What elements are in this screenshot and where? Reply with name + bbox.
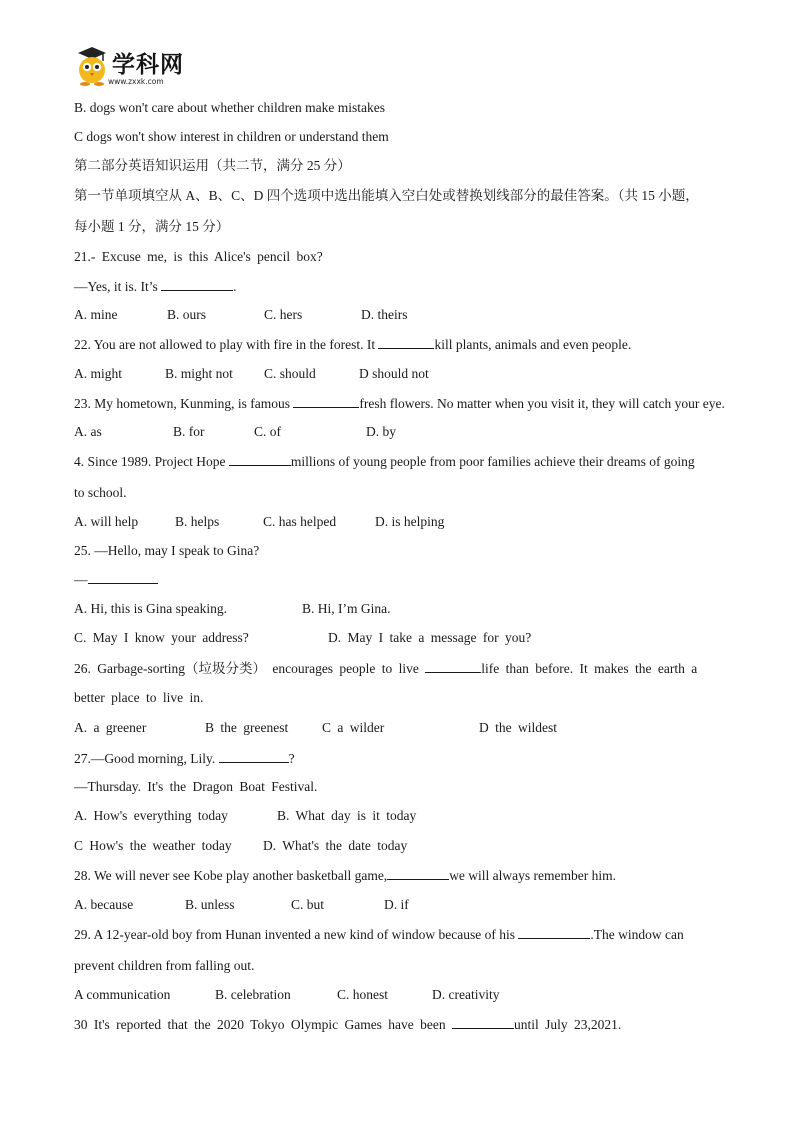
q23-stem-pre: 23. My hometown, Kunming, is famous: [74, 396, 294, 411]
q26-stem: [74, 659, 697, 678]
q20-option-c: C dogs won't show interest in children or understand them: [74, 129, 389, 144]
q24-option-a: A. will help: [74, 514, 139, 529]
q26-stem-pre: 26. Garbage-sorting（垃圾分类） encourages people to live: [74, 661, 426, 676]
q28-option-a: A. because: [74, 897, 134, 912]
q22-stem-pre: 22. You are not allowed to play with fire in the forest. It: [74, 337, 379, 352]
logo-text: 学科网: [112, 52, 184, 78]
q22-option-b: B. might not: [165, 366, 233, 381]
q27-option-b: B. What day is it today: [277, 808, 417, 823]
q29-stem: [74, 925, 684, 944]
q29-option-b: B. celebration: [215, 987, 291, 1002]
q26-option-b: B the greenest: [205, 720, 289, 735]
q27-reply: —Thursday. It's the Dragon Boat Festival.: [74, 779, 318, 794]
q23-option-b: B. for: [173, 424, 205, 439]
q24-blank: [229, 452, 291, 466]
q21-option-b: B. ours: [167, 307, 207, 322]
q27-option-c: C How's the weather today: [74, 838, 232, 853]
q22-option-c: C. should: [264, 366, 316, 381]
q21-option-a: A. mine: [74, 307, 118, 322]
q30-stem-post: until July 23,2021.: [514, 1017, 622, 1032]
q24-stem-pre: 4. Since 1989. Project Hope: [74, 454, 229, 469]
q25-option-a: A. Hi, this is Gina speaking.: [74, 601, 227, 616]
q22-option-d: D should not: [359, 366, 429, 381]
section1-instruction-1: 第一节单项填空从 A、B、C、D 四个选项中选出能填入空白处或替换划线部分的最佳答案。（共 15 小题，: [74, 188, 699, 203]
q30-stem: [74, 1015, 621, 1034]
q27-option-d: D. What's the date today: [263, 838, 408, 853]
q26-option-a: A. a greener: [74, 720, 147, 735]
q23-option-a: A. as: [74, 424, 102, 439]
q21-answer-pre: —Yes, it is. It’s: [74, 279, 162, 294]
q22-option-a: A. might: [74, 366, 123, 381]
part2-heading: 第二部分英语知识运用（共二节，满分 25 分）: [74, 158, 351, 173]
q26-option-d: D the wildest: [479, 720, 557, 735]
q26-blank: [425, 659, 481, 673]
q28-stem: [74, 866, 616, 885]
q29-option-a: A communication: [74, 987, 171, 1002]
q28-option-b: B. unless: [185, 897, 235, 912]
q23-stem-post: fresh flowers. No matter when you visit it, they will catch your eye.: [359, 396, 725, 411]
q24-stem: [74, 452, 695, 471]
q20-option-b: B. dogs won't care about whether children make mistakes: [74, 100, 385, 115]
q25-stem: 25. —Hello, may I speak to Gina?: [74, 543, 260, 558]
q29-stem-pre: 29. A 12-year-old boy from Hunan invented a new kind of window because of his: [74, 927, 519, 942]
q27-option-a: A. How's everything today: [74, 808, 228, 823]
q21-answer-post: .: [233, 279, 237, 294]
q23-option-d: D. by: [366, 424, 396, 439]
q21-option-c: C. hers: [264, 307, 303, 322]
q25-option-d: D. May I take a message for you?: [328, 630, 532, 645]
q25-dash: —: [74, 572, 88, 587]
q29-blank: [518, 925, 590, 939]
q29-stem-post: .The window can: [590, 927, 684, 942]
q28-option-c: C. but: [291, 897, 325, 912]
q21-blank: [161, 277, 233, 291]
q28-stem-pre: 28. We will never see Kobe play another basketball game,: [74, 868, 388, 883]
q22-stem: [74, 335, 631, 354]
q30-stem-pre: 30 It's reported that the 2020 Tokyo Olympic Games have been: [74, 1017, 453, 1032]
q24-option-b: B. helps: [175, 514, 220, 529]
q22-stem-post: kill plants, animals and even people.: [434, 337, 632, 352]
q28-option-d: D. if: [384, 897, 409, 912]
q21-option-d: D. theirs: [361, 307, 408, 322]
q22-blank: [378, 335, 434, 349]
q27-stem-pre: 27.—Good morning, Lily.: [74, 751, 219, 766]
q24-option-d: D. is helping: [375, 514, 445, 529]
q26-stem-post: life than before. It makes the earth a: [481, 661, 698, 676]
q23-blank: [293, 394, 359, 408]
q24-stem-cont: to school.: [74, 485, 127, 500]
section1-instruction-2: 每小题 1 分，满分 15 分）: [74, 219, 230, 234]
q25-blank: [88, 570, 158, 584]
q25-reply-line: [74, 570, 158, 589]
q24-stem-post: millions of young people from poor families achieve their dreams of going: [290, 454, 695, 469]
q30-blank: [452, 1015, 514, 1029]
q23-stem: [74, 394, 725, 413]
q25-option-c: C. May I know your address?: [74, 630, 249, 645]
q26-option-c: C a wilder: [322, 720, 385, 735]
q29-stem-cont: prevent children from falling out.: [74, 958, 255, 973]
logo-url: www.zxxk.com: [108, 77, 164, 86]
q26-stem-cont: better place to live in.: [74, 690, 204, 705]
q27-blank: [219, 749, 289, 763]
q27-stem-post: ?: [288, 751, 295, 766]
q25-option-b: B. Hi, I’m Gina.: [302, 601, 391, 616]
q24-option-c: C. has helped: [263, 514, 337, 529]
q27-stem: [74, 749, 295, 768]
q28-stem-post: we will always remember him.: [449, 868, 617, 883]
q29-option-d: D. creativity: [432, 987, 500, 1002]
q23-option-c: C. of: [254, 424, 281, 439]
q21-answer-line: [74, 277, 237, 296]
q28-blank: [387, 866, 449, 880]
q29-option-c: C. honest: [337, 987, 389, 1002]
q21-stem: 21.- Excuse me, is this Alice's pencil box?: [74, 249, 323, 264]
